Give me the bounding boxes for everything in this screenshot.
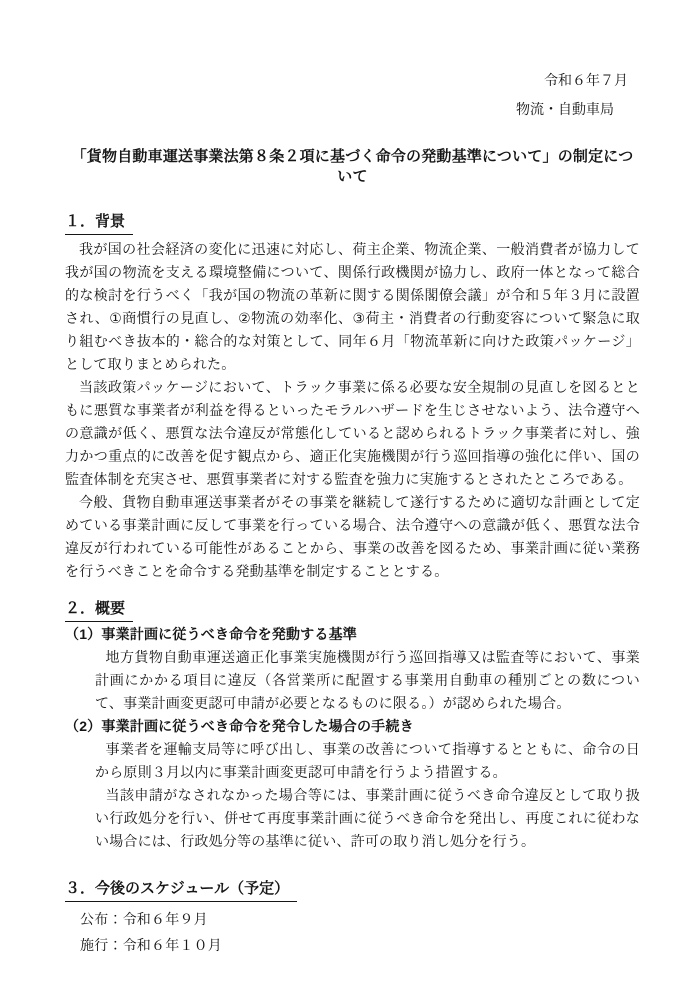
schedule-promulgation-line: 公布：令和６年９月 bbox=[80, 911, 208, 927]
background-paragraph-2: 当該政策パッケージにおいて、トラック事業に係る必要な安全規制の見直しを図るとともに悪質な事業者が利益を得るといったモラルハザードを生じさせないよう、法令遵守への意識が低く、悪質な法令違反が常態化していると認められるトラック事業者に対し、強力かつ重点的に改善を促す観点から、適正化実施機関が行う巡回指導の強化に伴い、国の監査体制を充実させ、悪質事業者に対する監査を強力に実施するとされたところである。 bbox=[65, 379, 640, 487]
section-background-heading-text: １．背景 bbox=[65, 211, 133, 235]
section-overview bbox=[65, 598, 640, 853]
doc-header bbox=[65, 66, 640, 124]
section-background bbox=[65, 211, 640, 583]
background-paragraph-1: 我が国の社会経済の変化に迅速に対応し、荷主企業、物流企業、一般消費者が協力して我が国の物流を支える環境整備について、関係行政機関が協力し、政府一体となって総合的な検討を行うべく「我が国の物流の革新に関する関係閣僚会議」が令和５年３月に設置され、①商慣行の見直し、②物流の効率化、③荷主・消費者の行動変容について緊急に取り組むべき抜本的・総合的な対策として、同年６月「物流革新に向けた政策パッケージ」として取りまとめられた。 bbox=[65, 241, 640, 372]
overview-item-1-label: （1）事業計画に従うべき命令を発動する基準 bbox=[65, 626, 357, 642]
section-background-heading bbox=[65, 211, 640, 235]
background-paragraph-3: 今般、貨物自動車運送事業者がその事業を継続して遂行するために適切な計画として定めている事業計画に反して事業を行っている場合、法令遵守への意識が低く、悪質な法令違反が行われている可能性があることから、事業の改善を図るため、事業計画に従い業務を行うべきことを命令する発動基準を制定することとする。 bbox=[65, 494, 640, 579]
overview-item-2-paragraph-2: 当該申請がなされなかった場合等には、事業計画に従うべき命令違反として取り扱い行政処分を行い、併せて再度事業計画に従うべき命令を発出し、再度これに従わない場合には、行政処分等の基準に従い、許可の取り消し処分を行う。 bbox=[95, 787, 640, 849]
section-schedule-heading-text: ３．今後のスケジュール（予定） bbox=[65, 878, 297, 902]
section-overview-heading bbox=[65, 598, 640, 622]
doc-date: 令和６年７月 bbox=[544, 72, 628, 88]
section-overview-heading-text: ２．概要 bbox=[65, 598, 133, 622]
overview-item-2-paragraph-1: 事業者を運輸支局等に呼び出し、事業の改善について指導するとともに、命令の日から原則３月以内に事業計画変更認可申請を行うよう措置する。 bbox=[95, 741, 640, 780]
schedule-enforcement-line: 施行：令和６年１０月 bbox=[80, 937, 222, 953]
section-schedule-heading bbox=[65, 878, 640, 902]
doc-title: 「貨物自動車運送事業法第８条２項に基づく命令の発動基準について」の制定について bbox=[71, 148, 634, 185]
overview-item-1-paragraph: 地方貨物自動車運送適正化事業実施機関が行う巡回指導又は監査等において、事業計画にかかる項目に違反（各営業所に配置する事業用自動車の種別ごとの数について、事業計画変更認可申請が必要となるものに限る。）が認められた場合。 bbox=[95, 649, 640, 711]
overview-item-2-label: （2）事業計画に従うべき命令を発令した場合の手続き bbox=[65, 718, 414, 734]
doc-department: 物流・自動車局 bbox=[516, 101, 614, 117]
section-schedule bbox=[65, 878, 640, 958]
